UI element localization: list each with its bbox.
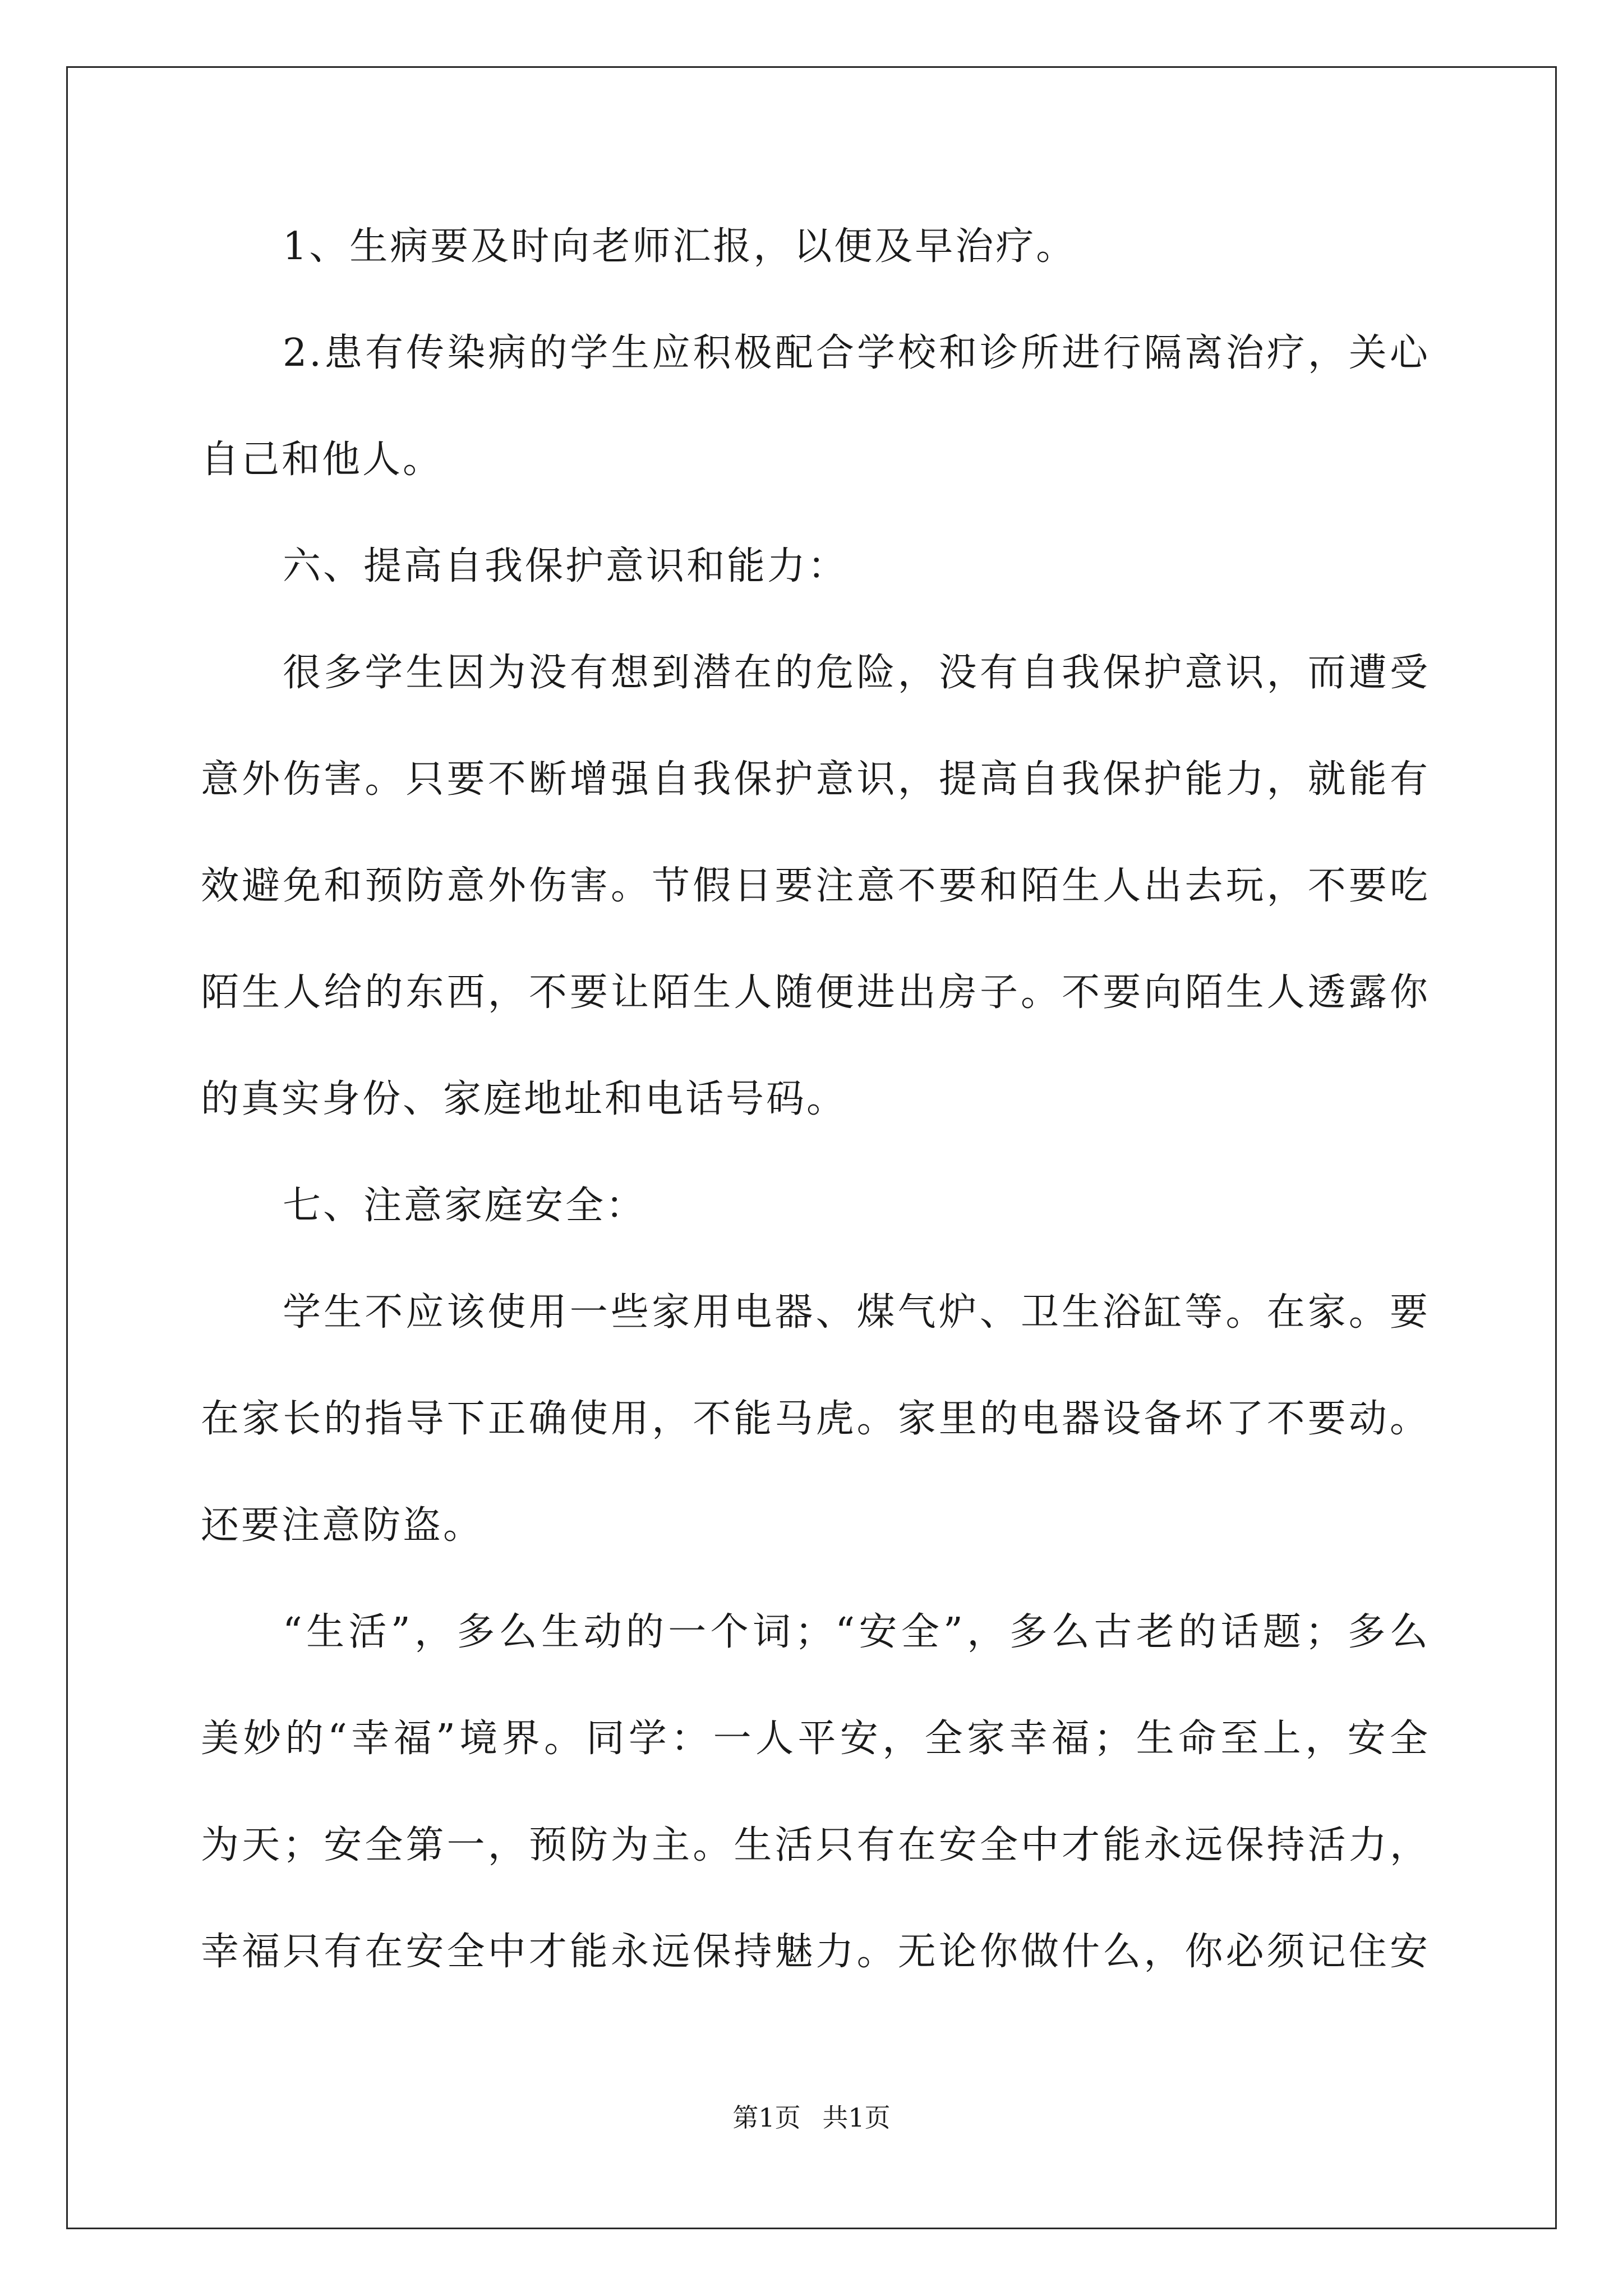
paragraph-line: 意外伤害。只要不断增强自我保护意识，提高自我保护能力，就能有	[201, 757, 1430, 802]
paragraph-line: 幸福只有在安全中才能永远保持魅力。无论你做什么，你必须记住安	[201, 1930, 1430, 1974]
paragraph-line: 很多学生因为没有想到潜在的危险，没有自我保护意识，而遭受	[283, 651, 1430, 695]
paragraph-line: 学生不应该使用一些家用电器、煤气炉、卫生浴缸等。在家。要	[283, 1290, 1430, 1335]
paragraph-line: 陌生人给的东西，不要让陌生人随便进出房子。不要向陌生人透露你	[201, 970, 1430, 1015]
page-total: 共1页	[822, 2102, 891, 2133]
page-number: 第1页	[732, 2102, 801, 2133]
paragraph-line: 美妙的“幸福”境界。同学：一人平安，全家幸福；生命至上，安全	[201, 1717, 1430, 1761]
section-heading: 七、注意家庭安全：	[283, 1184, 647, 1228]
page-border	[66, 66, 1557, 2229]
paragraph-line: “生活”，多么生动的一个词；“安全”，多么古老的话题；多么	[283, 1610, 1430, 1654]
paragraph-line: 2.患有传染病的学生应积极配合学校和诊所进行隔离治疗，关心	[283, 331, 1430, 375]
paragraph-line: 自己和他人。	[201, 438, 444, 482]
page-footer	[0, 2101, 1623, 2134]
paragraph-line: 还要注意防盗。	[201, 1503, 484, 1548]
paragraph-line: 为天；安全第一，预防为主。生活只有在安全中才能永远保持活力，	[201, 1823, 1430, 1867]
section-heading: 六、提高自我保护意识和能力：	[283, 544, 849, 588]
paragraph-line: 1、生病要及时向老师汇报，以便及早治疗。	[283, 224, 1077, 269]
paragraph-line: 在家长的指导下正确使用，不能马虎。家里的电器设备坏了不要动。	[201, 1397, 1430, 1441]
paragraph-line: 效避免和预防意外伤害。节假日要注意不要和陌生人出去玩，不要吃	[201, 864, 1430, 908]
paragraph-line: 的真实身份、家庭地址和电话号码。	[201, 1077, 847, 1121]
